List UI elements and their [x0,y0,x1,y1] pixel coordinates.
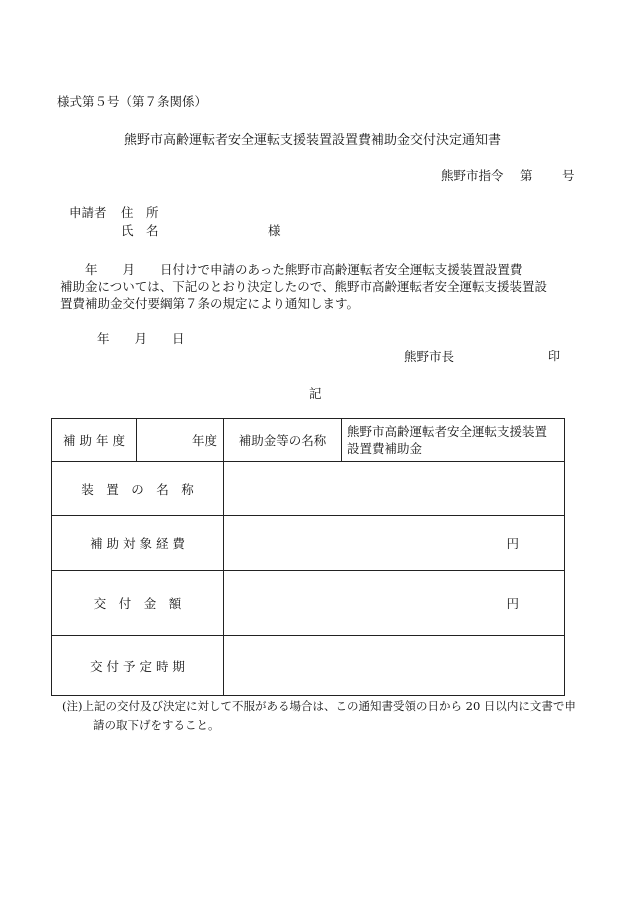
body-line: 置費補助金交付要綱第７条の規定により通知します。 [60,296,360,311]
address-label: 住 所 [121,205,159,220]
table-row [52,516,565,571]
document-title: 熊野市高齢運転者安全運転支援装置設置費補助金交付決定通知書 [124,133,502,148]
subsidy-name-value: 熊野市高齢運転者安全運転支援装置設置費補助金 [342,419,565,462]
table-row [52,571,565,636]
target-cost-unit: 円 [224,516,565,571]
grant-amount-unit: 円 [224,571,565,636]
honorific: 様 [268,223,281,238]
table-row [52,419,565,462]
issuer-name: 熊野市長 [404,349,455,364]
applicant-label: 申請者 [69,205,107,220]
body-paragraph [60,261,574,312]
fiscal-year-label: 補 助 年 度 [52,419,137,462]
table-row [52,636,565,696]
body-line: 補助金については、下記のとおり決定したので、熊野市高齢運転者安全運転支援装置設 [60,279,548,294]
footnote-line: 請の取下げをすること。 [93,718,220,732]
doc-number-dai: 第 [520,168,533,183]
issue-date: 年 月 日 [97,331,185,346]
device-name-value [224,462,565,516]
device-name-label: 装 置 の 名 称 [52,462,224,516]
subsidy-name-label: 補助金等の名称 [224,419,342,462]
seal-mark: 印 [548,349,561,363]
fiscal-year-unit: 年度 [137,419,224,462]
footnote-line: (注)上記の交付及び決定に対して不服がある場合は、この通知書受領の日から 20 日以内に文書で申 [62,699,576,713]
schedule-value [224,636,565,696]
body-line: 年 月 日付けで申請のあった熊野市高齢運転者安全運転支援装置設置費 [60,262,523,277]
doc-number-go: 号 [562,168,575,183]
footnote [62,697,577,735]
table-row [52,462,565,516]
schedule-label: 交 付 予 定 時 期 [52,636,224,696]
grant-amount-label: 交 付 金 額 [52,571,224,636]
form-number: 様式第５号（第７条関係） [57,94,208,109]
name-label: 氏 名 [121,223,159,238]
subsidy-table [51,418,565,696]
ki-heading: 記 [309,386,322,401]
doc-number-prefix: 熊野市指令 [441,168,504,183]
target-cost-label: 補 助 対 象 経 費 [52,516,224,571]
